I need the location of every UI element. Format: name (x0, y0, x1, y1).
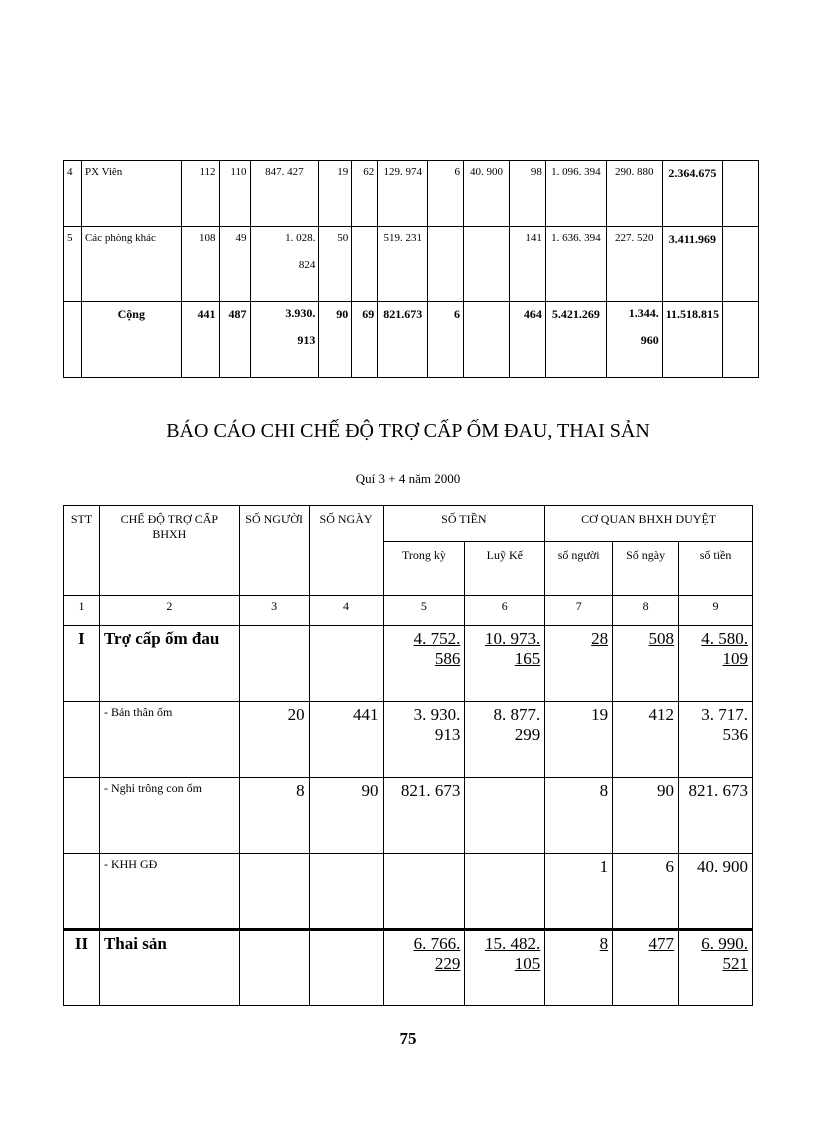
cell-name: PX Viên (81, 161, 181, 227)
cell-value: 519. 231 (378, 227, 428, 302)
cell-duyet-ngay: 508 (613, 626, 679, 702)
table-row (64, 702, 753, 778)
table-row-total (64, 302, 759, 378)
cell-value: 227. 520 (606, 227, 662, 302)
header-so-nguoi: SỐ NGƯỜI (239, 506, 309, 596)
cell-luy-ke: 15. 482. 105 (465, 930, 545, 1006)
cell-value: 90 (319, 302, 352, 378)
cell-empty (723, 227, 759, 302)
cell-duyet-ngay: 6 (613, 854, 679, 930)
cell-so-ngay: 90 (309, 778, 383, 854)
cell-luy-ke: 10. 973. 165 (465, 626, 545, 702)
cell-duyet-nguoi: 19 (545, 702, 613, 778)
column-number: 5 (383, 596, 465, 626)
cell-luy-ke: 8. 877. 299 (465, 702, 545, 778)
column-number: 7 (545, 596, 613, 626)
column-number: 4 (309, 596, 383, 626)
cell-value: 62 (352, 161, 378, 227)
cell-duyet-tien: 6. 990. 521 (679, 930, 753, 1006)
table-row (64, 227, 759, 302)
cell-duyet-nguoi: 28 (545, 626, 613, 702)
cell-duyet-nguoi: 8 (545, 930, 613, 1006)
cell-value: 1. 636. 394 (545, 227, 606, 302)
cell-stt: II (64, 930, 100, 1006)
column-number: 3 (239, 596, 309, 626)
cell-duyet-ngay: 412 (613, 702, 679, 778)
cell-so-nguoi (239, 930, 309, 1006)
cell-trong-ky: 4. 752. 586 (383, 626, 465, 702)
cell-value: 487 (219, 302, 250, 378)
cell-name: Các phòng khác (81, 227, 181, 302)
table-row (64, 778, 753, 854)
cell-value-line2: 960 (640, 333, 659, 347)
cell-value: 40. 900 (464, 161, 510, 227)
cell-empty (723, 302, 759, 378)
cell-name: Thai sản (99, 930, 239, 1006)
cell-so-ngay (309, 930, 383, 1006)
cell-value: 98 (509, 161, 545, 227)
header-stt: STT (64, 506, 100, 596)
cell-name: Cộng (81, 302, 181, 378)
cell-value-wrapped (250, 302, 319, 378)
header-sub-so-tien: số tiền (679, 542, 753, 596)
cell-value: 290. 880 (606, 161, 662, 227)
cell-luy-ke (465, 778, 545, 854)
cell-value-line2: 913 (297, 333, 316, 347)
table-row (64, 854, 753, 930)
cell-value-line1: 1.344. (628, 306, 659, 320)
cell-value-line2: 824 (298, 259, 316, 271)
column-number: 9 (679, 596, 753, 626)
cell-so-nguoi (239, 854, 309, 930)
cell-value (428, 227, 464, 302)
table-row-section (64, 930, 753, 1006)
column-number: 8 (613, 596, 679, 626)
cell-value: 1. 096. 394 (545, 161, 606, 227)
cell-name: - KHH GĐ (99, 854, 239, 930)
cell-stt (64, 778, 100, 854)
cell-value: 112 (181, 161, 219, 227)
page-number: 75 (399, 1029, 417, 1048)
cell-so-nguoi (239, 626, 309, 702)
cell-value (352, 227, 378, 302)
cell-value-line1: 3.930. (285, 306, 316, 320)
cell-empty (723, 161, 759, 227)
cell-value-wrapped (606, 302, 662, 378)
cell-value-wrapped (250, 227, 319, 302)
cell-value: 141 (509, 227, 545, 302)
cell-value: 464 (509, 302, 545, 378)
cell-value: 6 (428, 161, 464, 227)
table-row (64, 161, 759, 227)
cell-total: 3.411.969 (662, 227, 722, 302)
cell-trong-ky (383, 854, 465, 930)
report-table (63, 505, 753, 1006)
cell-so-nguoi: 20 (239, 702, 309, 778)
cell-so-ngay: 441 (309, 702, 383, 778)
cell-value: 50 (319, 227, 352, 302)
cell-total: 11.518.815 (662, 302, 722, 378)
cell-value: 69 (352, 302, 378, 378)
cell-duyet-tien: 821. 673 (679, 778, 753, 854)
cell-trong-ky: 6. 766. 229 (383, 930, 465, 1006)
cell-value: 108 (181, 227, 219, 302)
cell-value: 5.421.269 (545, 302, 606, 378)
cell-so-nguoi: 8 (239, 778, 309, 854)
column-number: 2 (99, 596, 239, 626)
header-sub-so-nguoi: số người (545, 542, 613, 596)
header-luy-ke: Luỹ Kế (465, 542, 545, 596)
cell-stt: I (64, 626, 100, 702)
header-so-tien: SỐ TIỀN (383, 506, 545, 542)
cell-value: 821.673 (378, 302, 428, 378)
cell-value: 19 (319, 161, 352, 227)
column-number-row (64, 596, 753, 626)
header-trong-ky: Trong kỳ (383, 542, 465, 596)
cell-value: 6 (428, 302, 464, 378)
cell-duyet-tien: 4. 580. 109 (679, 626, 753, 702)
cell-name: - Nghỉ trông con ốm (99, 778, 239, 854)
cell-duyet-nguoi: 8 (545, 778, 613, 854)
cell-duyet-ngay: 90 (613, 778, 679, 854)
table-row-section (64, 626, 753, 702)
cell-value (464, 302, 510, 378)
cell-value: 441 (181, 302, 219, 378)
cell-so-ngay (309, 626, 383, 702)
cell-duyet-tien: 3. 717. 536 (679, 702, 753, 778)
header-so-ngay: SỐ NGÀY (309, 506, 383, 596)
header-row (64, 506, 753, 542)
cell-duyet-ngay: 477 (613, 930, 679, 1006)
cell-stt (64, 702, 100, 778)
cell-duyet-nguoi: 1 (545, 854, 613, 930)
cell-stt: 5 (64, 227, 82, 302)
cell-value: 49 (219, 227, 250, 302)
cell-name: Trợ cấp ốm đau (99, 626, 239, 702)
cell-trong-ky: 3. 930. 913 (383, 702, 465, 778)
cell-stt (64, 854, 100, 930)
cell-value: 110 (219, 161, 250, 227)
column-number: 1 (64, 596, 100, 626)
header-co-quan: CƠ QUAN BHXH DUYỆT (545, 506, 753, 542)
cell-value (464, 227, 510, 302)
header-che-do: CHẾ ĐỘ TRỢ CẤP BHXH (99, 506, 239, 596)
report-title: BÁO CÁO CHI CHẾ ĐỘ TRỢ CẤP ỐM ĐAU, THAI SẢN (166, 420, 650, 442)
cell-value-line1: 1. 028. (285, 232, 316, 244)
cell-value: 847. 427 (250, 161, 319, 227)
cell-name: - Bản thân ốm (99, 702, 239, 778)
cell-trong-ky: 821. 673 (383, 778, 465, 854)
cell-total: 2.364.675 (662, 161, 722, 227)
report-subtitle: Quí 3 + 4 năm 2000 (355, 471, 461, 486)
summary-table-continuation (63, 160, 759, 378)
cell-so-ngay (309, 854, 383, 930)
cell-duyet-tien: 40. 900 (679, 854, 753, 930)
cell-luy-ke (465, 854, 545, 930)
cell-stt: 4 (64, 161, 82, 227)
cell-stt (64, 302, 82, 378)
header-sub-so-ngay: Số ngày (613, 542, 679, 596)
column-number: 6 (465, 596, 545, 626)
cell-value: 129. 974 (378, 161, 428, 227)
